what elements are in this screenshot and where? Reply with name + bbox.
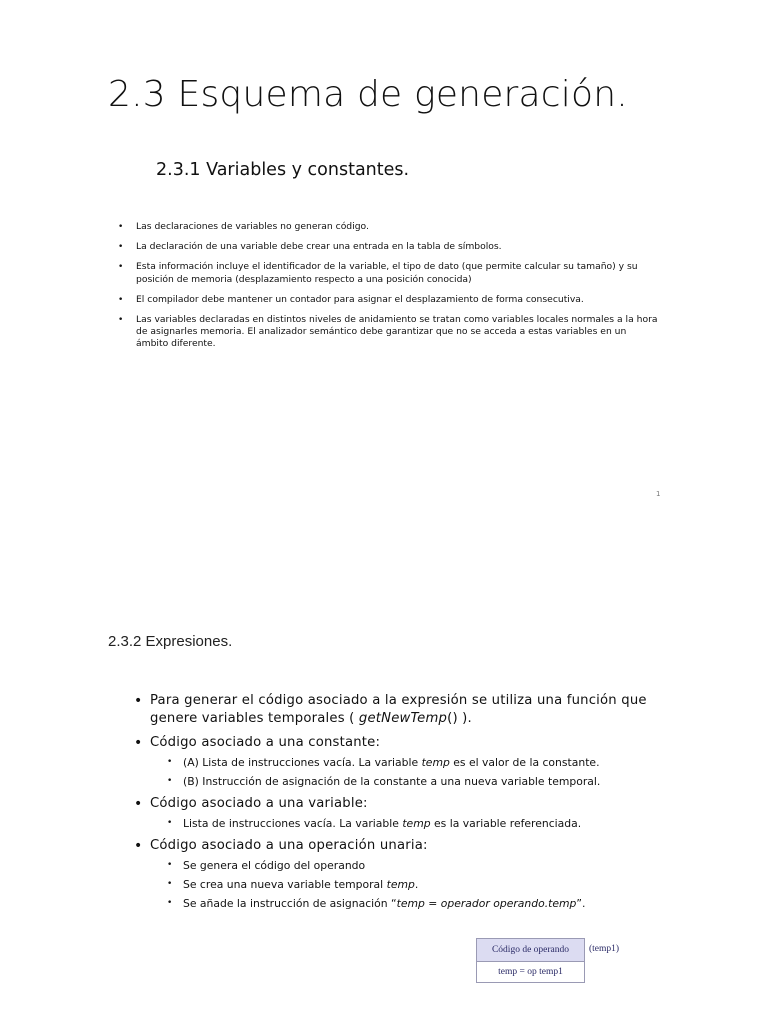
page-number: 1 bbox=[656, 490, 661, 498]
section-heading-variables: 2.3.1 Variables y constantes. bbox=[156, 160, 410, 180]
section-heading-expressions: 2.3.2 Expresiones. bbox=[108, 633, 233, 650]
sub-list-item: • (B) Instrucción de asignación de la constante a una nueva variable temporal. bbox=[167, 774, 694, 789]
diagram-temp-tag: (temp1) bbox=[589, 944, 620, 954]
sub-text: (A) Lista de instrucciones vacía. La variable bbox=[183, 756, 422, 769]
bullet-list-variables bbox=[118, 221, 658, 359]
function-name: getNewTemp bbox=[358, 711, 448, 726]
list-item: • Las variables declaradas en distintos niveles de anidamiento se tratan como variables locales normales a la hora de asignarles memoria. El analizador semántico debe garantizar que no se acceda a estas variables en un ámbito diferente. bbox=[118, 314, 658, 351]
diagram-assignment: temp = op temp1 bbox=[477, 962, 584, 982]
sub-text: Se añade la instrucción de asignación “ bbox=[183, 897, 397, 910]
sub-text-italic: temp bbox=[386, 878, 415, 891]
list-item bbox=[134, 795, 694, 831]
sub-text-italic: temp bbox=[421, 756, 450, 769]
sub-list bbox=[167, 858, 694, 911]
sub-list bbox=[167, 755, 694, 789]
sub-list-item bbox=[167, 816, 694, 831]
bullet-text: Código asociado a una constante: bbox=[150, 735, 381, 750]
list-item: • El compilador debe mantener un contador para asignar el desplazamiento de forma consecutiva. bbox=[118, 294, 658, 306]
list-item: • Esta información incluye el identificador de la variable, el tipo de dato (que permite calcular su tamaño) y su posición de memoria (desplazamiento respecto a una posición conocida) bbox=[118, 261, 658, 285]
sub-text: Lista de instrucciones vacía. La variable bbox=[183, 817, 403, 830]
list-item: • Las declaraciones de variables no generan código. bbox=[118, 221, 658, 233]
list-item bbox=[134, 692, 694, 728]
bullet-text: Código asociado a una operación unaria: bbox=[150, 838, 428, 853]
sub-text: ”. bbox=[576, 897, 586, 910]
sub-text: . bbox=[414, 878, 419, 891]
bullet-text: Para generar el código asociado a la expresión se utiliza una función que genere variables temporales ( bbox=[150, 693, 647, 726]
bullet-list-expressions bbox=[134, 692, 694, 917]
sub-text-italic: temp bbox=[402, 817, 431, 830]
list-item: • La declaración de una variable debe crear una entrada en la tabla de símbolos. bbox=[118, 241, 658, 253]
sub-text: es la variable referenciada. bbox=[430, 817, 582, 830]
sub-list bbox=[167, 816, 694, 831]
sub-list-item bbox=[167, 877, 694, 892]
bullet-text: () ). bbox=[447, 711, 472, 726]
sub-text-italic: temp = operador operando.temp bbox=[396, 897, 577, 910]
sub-text: es el valor de la constante. bbox=[449, 756, 600, 769]
slide-title: 2.3 Esquema de generación. bbox=[108, 74, 628, 115]
sub-text: Se crea una nueva variable temporal bbox=[183, 878, 387, 891]
code-diagram bbox=[476, 938, 585, 983]
list-item bbox=[134, 734, 694, 789]
sub-list-item bbox=[167, 755, 694, 770]
sub-list-item: • Se genera el código del operando bbox=[167, 858, 694, 873]
list-item bbox=[134, 837, 694, 911]
bullet-text: Código asociado a una variable: bbox=[150, 796, 368, 811]
diagram-operand-code: Código de operando bbox=[477, 939, 584, 962]
sub-list-item bbox=[167, 896, 694, 911]
